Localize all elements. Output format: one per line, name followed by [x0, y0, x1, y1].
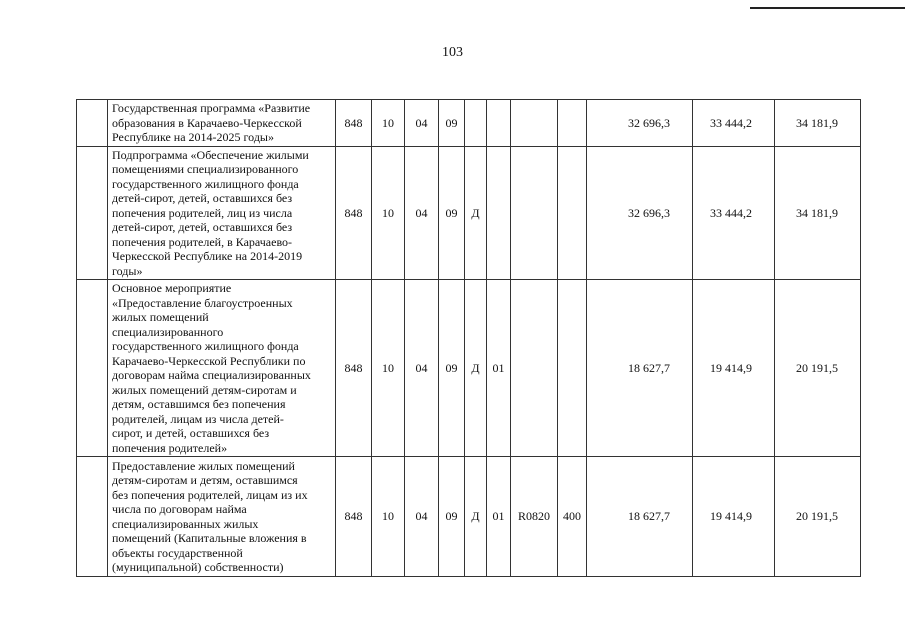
ministry-code: 848: [336, 146, 372, 280]
section-code: 10: [372, 457, 405, 577]
amount-year-2: 19 414,9: [693, 280, 775, 457]
amount-year-3: 34 181,9: [775, 146, 861, 280]
ministry-code: 848: [336, 280, 372, 457]
subsection-code: 04: [405, 100, 439, 147]
amount-year-2: 19 414,9: [693, 457, 775, 577]
subsection-code: 04: [405, 457, 439, 577]
table-row: [77, 146, 861, 280]
blank-cell: [77, 457, 108, 577]
page-number: 103: [442, 45, 463, 60]
main-event-code: [487, 100, 511, 147]
blank-cell: [77, 100, 108, 147]
amount-year-1: 32 696,3: [587, 146, 693, 280]
direction-code: [511, 146, 558, 280]
item-name: Государственная программа «Развитие образования в Карачаево-Черкесской Республике на 2014-2025 годы»: [108, 100, 336, 147]
main-event-code: 01: [487, 280, 511, 457]
program-code: 09: [439, 100, 465, 147]
amount-year-3: 20 191,5: [775, 457, 861, 577]
item-name: Подпрограмма «Обеспечение жилыми помещениями специализированного государственного жилищного фонда детей-сирот, детей, оставшихся без попечения родителей, лиц из числа детей-сирот, детей, оставшихся без попечения родителей, в Карачаево- Черкесской Республике на 2014-2019 годы»: [108, 146, 336, 280]
amount-year-1: 18 627,7: [587, 280, 693, 457]
amount-year-3: 34 181,9: [775, 100, 861, 147]
main-event-code: [487, 146, 511, 280]
direction-code: [511, 100, 558, 147]
item-name: Основное мероприятие «Предоставление благоустроенных жилых помещений специализированного государственного жилищного фонда Карачаево-Черкесской Республики по договорам найма специализированных жилых помещений детям-сиротам и детям, оставшимся без попечения родителей, лицам из числа детей- сирот, и детей, оставшихся без попечения родителей»: [108, 280, 336, 457]
expense-type-code: [558, 146, 587, 280]
program-code: 09: [439, 280, 465, 457]
item-name: Предоставление жилых помещений детям-сиротам и детям, оставшимся без попечения родителей, лицам из их числа по договорам найма специализированных жилых помещений (Капитальные вложения в объекты государственной (муниципальной) собственности): [108, 457, 336, 577]
subsection-code: 04: [405, 146, 439, 280]
corner-mark-line: [750, 7, 905, 9]
table-row: [77, 457, 861, 577]
table-row: [77, 280, 861, 457]
direction-code: R0820: [511, 457, 558, 577]
blank-cell: [77, 280, 108, 457]
section-code: 10: [372, 100, 405, 147]
subprogram-code: [465, 100, 487, 147]
amount-year-1: 32 696,3: [587, 100, 693, 147]
amount-year-2: 33 444,2: [693, 146, 775, 280]
blank-cell: [77, 146, 108, 280]
section-code: 10: [372, 146, 405, 280]
amount-year-3: 20 191,5: [775, 280, 861, 457]
subprogram-code: Д: [465, 146, 487, 280]
section-code: 10: [372, 280, 405, 457]
budget-table: [76, 99, 861, 577]
subprogram-code: Д: [465, 457, 487, 577]
expense-type-code: [558, 280, 587, 457]
program-code: 09: [439, 457, 465, 577]
expense-type-code: 400: [558, 457, 587, 577]
ministry-code: 848: [336, 457, 372, 577]
amount-year-2: 33 444,2: [693, 100, 775, 147]
program-code: 09: [439, 146, 465, 280]
direction-code: [511, 280, 558, 457]
expense-type-code: [558, 100, 587, 147]
amount-year-1: 18 627,7: [587, 457, 693, 577]
main-event-code: 01: [487, 457, 511, 577]
table-row: [77, 100, 861, 147]
subsection-code: 04: [405, 280, 439, 457]
ministry-code: 848: [336, 100, 372, 147]
subprogram-code: Д: [465, 280, 487, 457]
